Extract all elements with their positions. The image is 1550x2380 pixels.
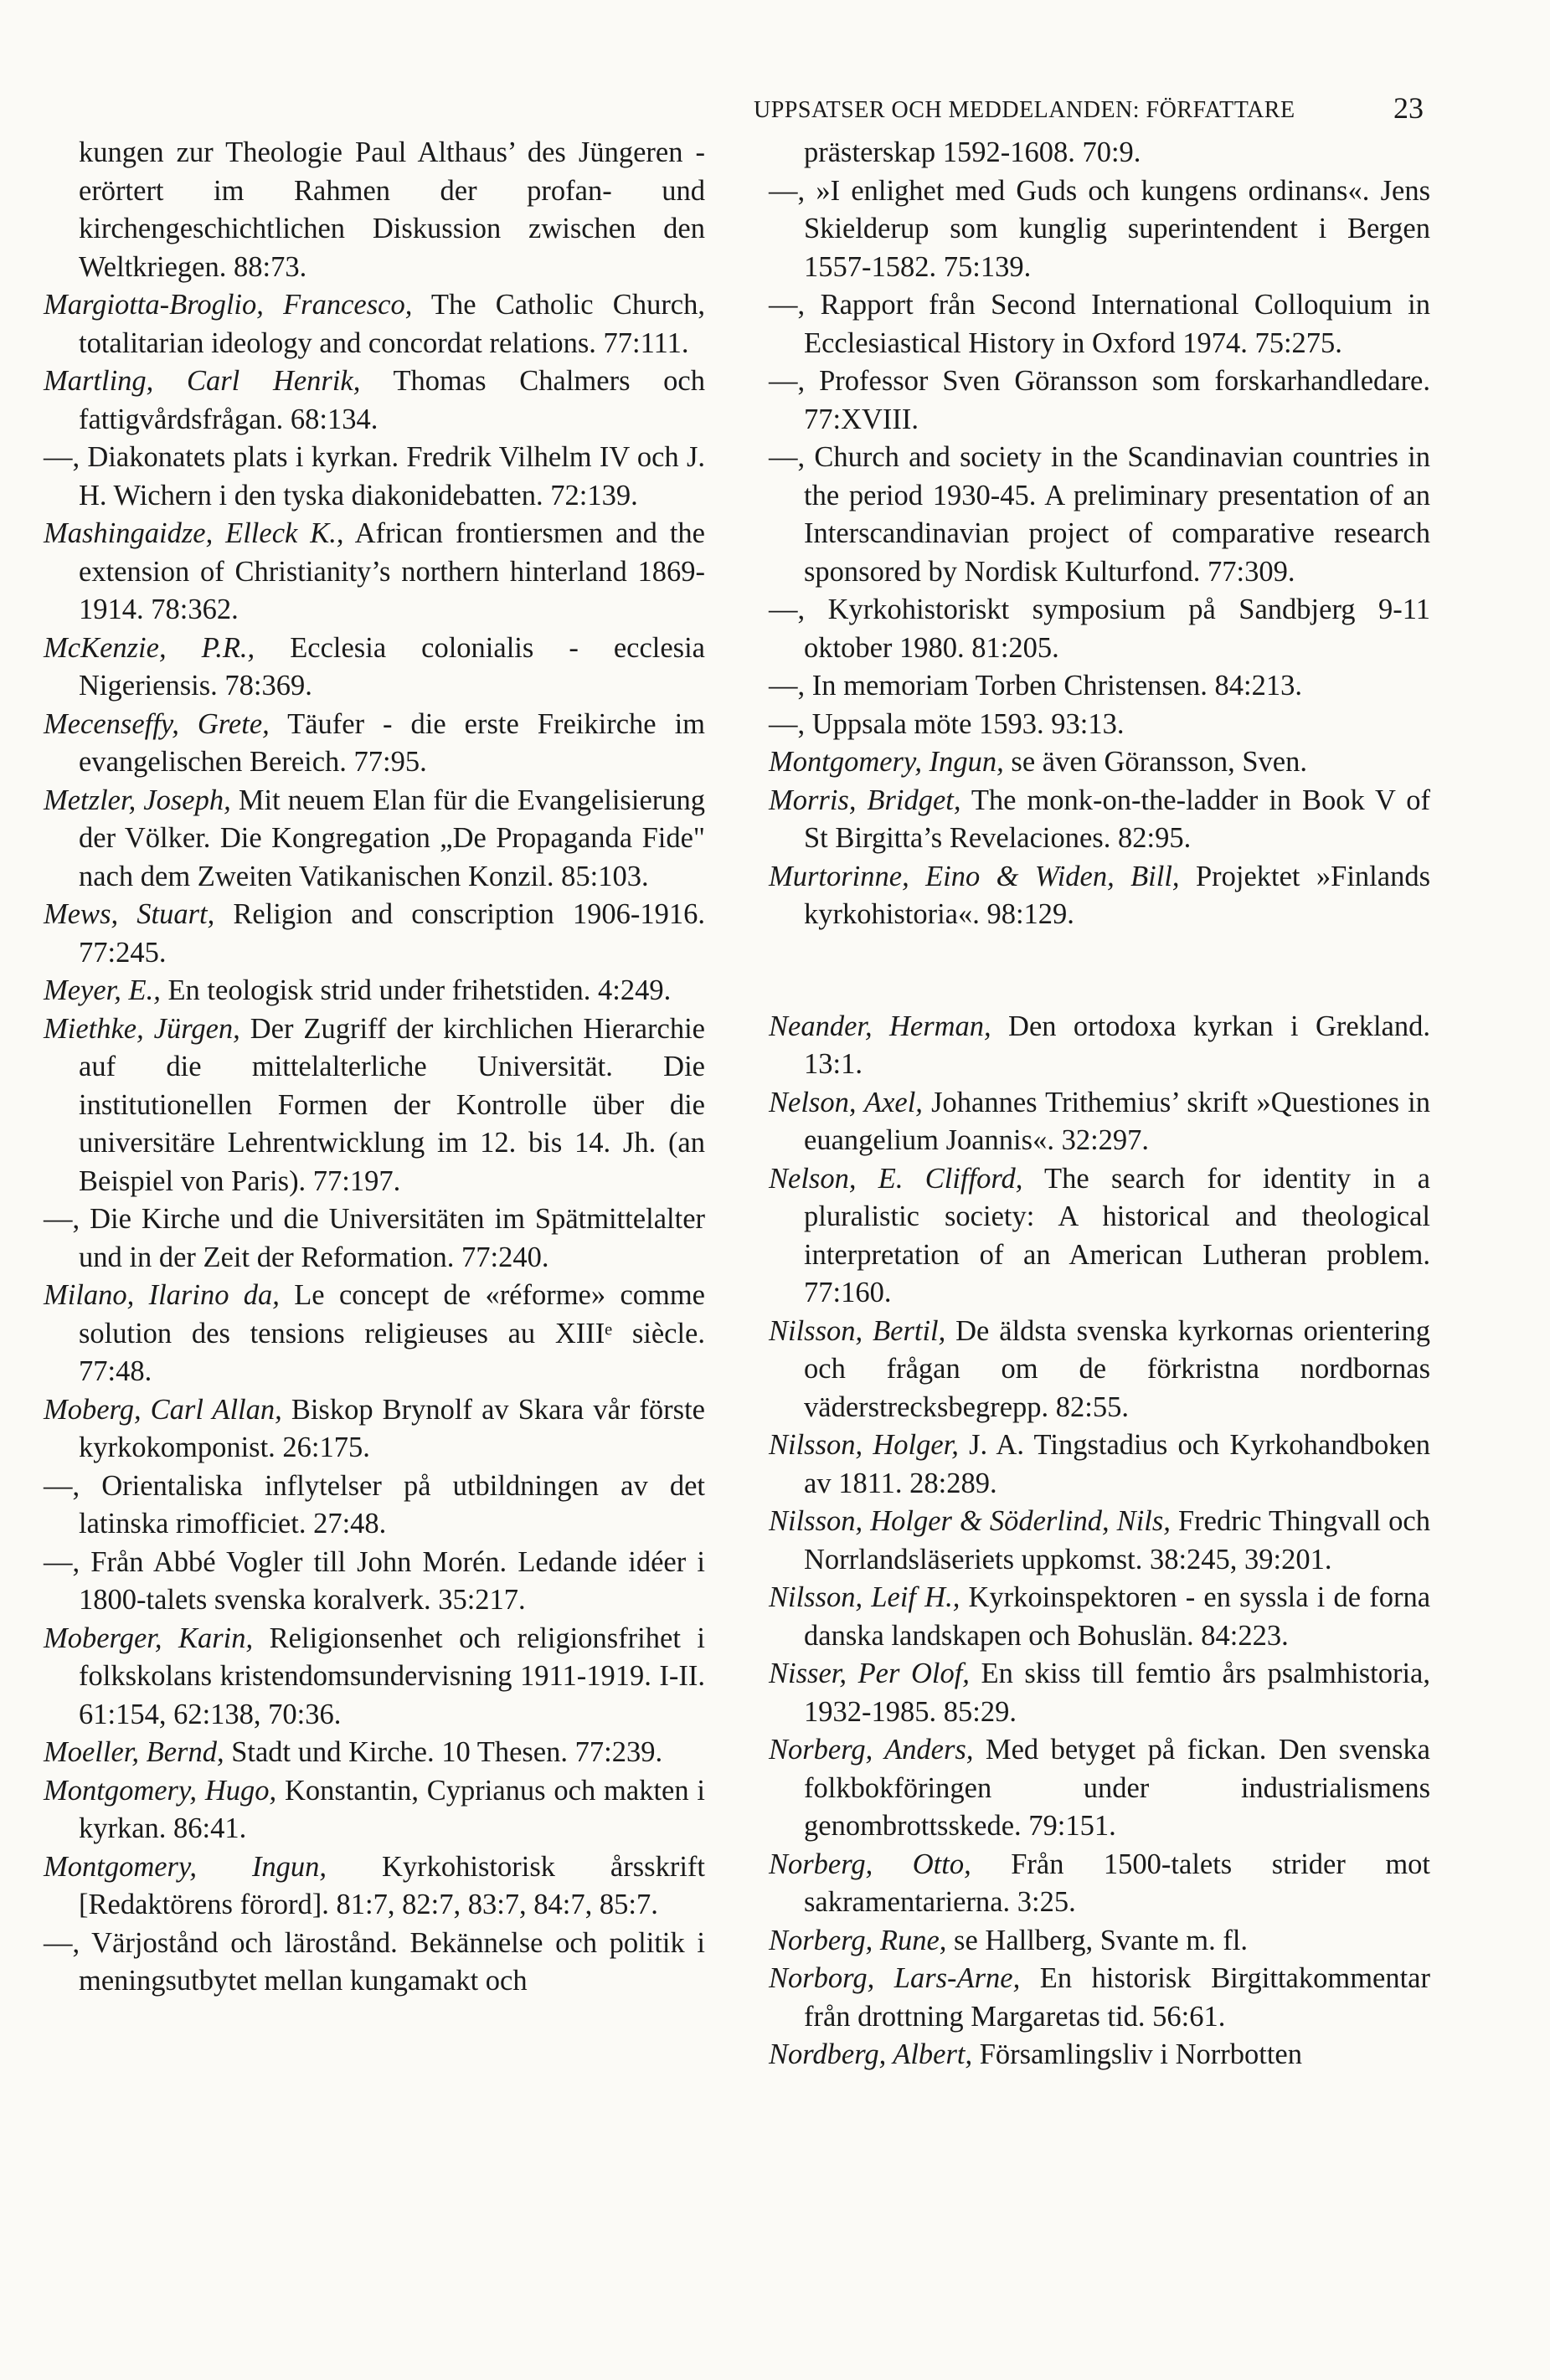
- entry-text: Den ortodoxa kyrkan i Grekland. 13:1.: [804, 1010, 1430, 1080]
- index-entry: [44, 972, 705, 1010]
- entry-author: Mecenseffy, Grete,: [44, 707, 270, 740]
- index-entry: [44, 439, 705, 515]
- index-entry: [44, 1468, 705, 1544]
- letter-group-gap: [769, 934, 1430, 1008]
- entry-author: Norborg, Lars-Arne,: [769, 1962, 1021, 1994]
- entry-author: Nilsson, Leif H.,: [769, 1581, 960, 1613]
- entry-author: Norberg, Otto,: [769, 1848, 971, 1880]
- entry-text: Religionsenhet och religionsfrihet i folkskolans kristendomsundervisning 1911-1919. I-II. 61:154, 62:138, 70:36.: [79, 1622, 706, 1730]
- entry-text: —, Diakonatets plats i kyrkan. Fredrik Vilhelm IV och J. H. Wichern i den tyska diakonidebatten. 72:139.: [44, 441, 705, 511]
- entry-text: Ecclesia colonialis - ecclesia Nigeriensis. 78:369.: [79, 631, 706, 702]
- index-entry: [44, 706, 705, 782]
- entry-author: Murtorinne, Eino & Widen, Bill,: [769, 860, 1180, 892]
- entry-author: Morris, Bridget,: [769, 784, 961, 816]
- entry-author: Nelson, E. Clifford,: [769, 1162, 1023, 1195]
- left-column: [44, 134, 705, 2001]
- entry-text: se även Göransson, Sven.: [1003, 746, 1307, 778]
- entry-author: Moberger, Karin,: [44, 1622, 254, 1654]
- entry-text: —, Uppsala möte 1593. 93:13.: [769, 707, 1125, 740]
- entry-author: Moeller, Bernd,: [44, 1736, 224, 1768]
- entry-text: Kyrkohistorisk årsskrift [Redaktörens förord]. 81:7, 82:7, 83:7, 84:7, 85:7.: [79, 1850, 705, 1920]
- entry-text: The search for identity in a pluralistic society: A historical and theological interpretation of an American Lutheran problem. 77:160.: [804, 1162, 1430, 1308]
- index-entry: [769, 1846, 1430, 1922]
- entry-text: The monk-on-the-ladder in Book V of St Birgitta’s Revelaciones. 82:95.: [804, 784, 1430, 854]
- entry-text: Johannes Trithemius’ skrift »Questiones in euangelium Joannis«. 32:297.: [804, 1086, 1431, 1156]
- index-entry: [44, 1277, 705, 1391]
- entry-text: kungen zur Theologie Paul Althaus’ des Jüngeren - erörtert im Rahmen der profan- und kirchengeschichtlichen Diskussion zwischen den Weltkriegen. 88:73.: [79, 136, 705, 283]
- right-column: [769, 134, 1430, 2074]
- index-entry: [769, 1084, 1430, 1160]
- index-entry: [44, 1010, 705, 1201]
- entry-text: Täufer - die erste Freikirche im evangelischen Bereich. 77:95.: [79, 707, 705, 778]
- index-entry: [769, 439, 1430, 591]
- index-entry: [769, 782, 1430, 858]
- index-entry: [769, 1503, 1430, 1579]
- index-entry: [769, 1313, 1430, 1427]
- running-title: UPPSATSER OCH MEDDELANDEN: FÖRFATTARE: [754, 97, 1295, 123]
- index-entry: [769, 858, 1430, 934]
- index-entry: [769, 1426, 1430, 1503]
- index-entry: [44, 286, 705, 362]
- entry-text: En teologisk strid under frihetstiden. 4:249.: [160, 974, 672, 1006]
- entry-author: Mews, Stuart,: [44, 898, 215, 930]
- index-entry: [44, 630, 705, 706]
- entry-text: Der Zugriff der kirchlichen Hierarchie auf die mittelalterliche Universität. Die institutionellen Formen der Kontrolle über die universitäre Lehrentwicklung im 12. bis 14. Jh. (an Beispiel von Paris). 77:197.: [79, 1012, 705, 1197]
- entry-author: Nilsson, Holger,: [769, 1429, 959, 1461]
- entry-text: —, In memoriam Torben Christensen. 84:213.: [769, 670, 1303, 702]
- entry-text: —, Orientaliska inflytelser på utbildningen av det latinska rimofficiet. 27:48.: [44, 1469, 705, 1540]
- entry-text: Fredric Thingvall och Norrlandsläseriets uppkomst. 38:245, 39:201.: [804, 1505, 1430, 1576]
- entry-author: Nilsson, Holger & Söderlind, Nils,: [769, 1505, 1171, 1537]
- entry-text: Religion and conscription 1906-1916. 77:245.: [79, 898, 705, 969]
- index-entry: [44, 1391, 705, 1468]
- entry-author: Martling, Carl Henrik,: [44, 365, 361, 397]
- index-entry: [769, 743, 1430, 782]
- entry-text: —, Från Abbé Vogler till John Morén. Ledande idéer i 1800-talets svenska koralverk. 35:217.: [44, 1545, 705, 1616]
- entry-text: se Hallberg, Svante m. fl.: [946, 1924, 1249, 1956]
- index-entry: [769, 1579, 1430, 1655]
- entry-author: Mashingaidze, Elleck K.,: [44, 517, 344, 549]
- entry-text: Projektet »Finlands kyrkohistoria«. 98:129.: [804, 860, 1430, 930]
- entry-text: Le concept de «réforme» comme solution des tensions religieuses au XIIIᵉ siècle. 77:48.: [79, 1279, 705, 1387]
- entry-text: Konstantin, Cyprianus och makten i kyrkan. 86:41.: [79, 1774, 705, 1844]
- index-entry: [769, 667, 1430, 706]
- entry-author: Neander, Herman,: [769, 1010, 991, 1042]
- entry-text: Stadt und Kirche. 10 Thesen. 77:239.: [224, 1736, 663, 1768]
- entry-text: En historisk Birgittakommentar från drottning Margaretas tid. 56:61.: [804, 1962, 1430, 2033]
- index-entry: [769, 1655, 1430, 1731]
- entry-text: Kyrkoinspektoren - en syssla i de forna danska landskapen och Bohuslän. 84:223.: [804, 1581, 1431, 1652]
- entry-text: —, Kyrkohistoriskt symposium på Sandbjerg 9-11 oktober 1980. 81:205.: [769, 594, 1430, 664]
- entry-author: Milano, Ilarino da,: [44, 1279, 280, 1311]
- index-entry: [44, 1734, 705, 1772]
- index-entry: [769, 134, 1430, 172]
- entry-author: Nisser, Per Olof,: [769, 1658, 970, 1689]
- index-entry: [769, 1731, 1430, 1846]
- entry-author: Montgomery, Hugo,: [44, 1774, 277, 1807]
- entry-text: Mit neuem Elan für die Evangelisierung der Völker. Die Kongregation „De Propaganda Fide" nach dem Zweiten Vatikanischen Konzil. 85:103.: [79, 784, 705, 892]
- entry-author: Moberg, Carl Allan,: [44, 1393, 282, 1426]
- entry-text: —, Rapport från Second International Colloquium in Ecclesiastical History in Oxford 1974. 75:275.: [769, 289, 1430, 359]
- index-entry: [769, 1008, 1430, 1084]
- entry-author: Margiotta-Broglio, Francesco,: [44, 289, 413, 321]
- entry-author: Nordberg, Albert,: [769, 2038, 973, 2070]
- index-entry: [769, 1922, 1430, 1961]
- entry-text: —, Värjostånd och lärostånd. Bekännelse och politik i meningsutbytet mellan kungamakt och: [44, 1926, 705, 1997]
- index-entry: [44, 1848, 705, 1925]
- index-entry: [44, 782, 705, 897]
- entry-text: Från 1500-talets strider mot sakramentarierna. 3:25.: [804, 1848, 1430, 1918]
- entry-author: Nilsson, Bertil,: [769, 1314, 946, 1347]
- entry-text: The Catholic Church, totalitarian ideology and concordat relations. 77:111.: [79, 289, 705, 359]
- entry-author: Norberg, Anders,: [769, 1734, 974, 1766]
- entry-author: Norberg, Rune,: [769, 1924, 947, 1956]
- entry-text: J. A. Tingstadius och Kyrkohandboken av 1811. 28:289.: [804, 1429, 1431, 1499]
- entry-author: McKenzie, P.R.,: [44, 631, 255, 664]
- entry-text: Med betyget på fickan. Den svenska folkbokföringen under industrialismens genombrottsskede. 79:151.: [804, 1734, 1430, 1842]
- page-number: 23: [1393, 91, 1424, 125]
- entry-text: prästerskap 1592-1608. 70:9.: [804, 136, 1141, 168]
- index-entry: [44, 134, 705, 286]
- index-entry: [44, 362, 705, 439]
- index-entry: [44, 1200, 705, 1277]
- running-header: [754, 90, 1424, 132]
- index-entry: [769, 2036, 1430, 2074]
- entry-author: Meyer, E.,: [44, 974, 161, 1006]
- entry-text: Thomas Chalmers och fattigvårdsfrågan. 68:134.: [79, 365, 705, 435]
- entry-text: Biskop Brynolf av Skara vår förste kyrkokomponist. 26:175.: [79, 1393, 705, 1463]
- entry-text: De äldsta svenska kyrkornas orientering och frågan om de förkristna nordbornas väderstrecksbegrepp. 82:55.: [804, 1314, 1430, 1423]
- index-entry: [769, 362, 1430, 439]
- index-entry: [769, 172, 1430, 287]
- entry-author: Miethke, Jürgen,: [44, 1012, 240, 1045]
- entry-author: Montgomery, Ingun,: [769, 746, 1004, 778]
- index-entry: [44, 515, 705, 630]
- entry-author: Nelson, Axel,: [769, 1086, 923, 1118]
- entry-text: —, Professor Sven Göransson som forskarhandledare. 77:XVIII.: [769, 365, 1430, 435]
- index-entry: [44, 1772, 705, 1848]
- index-entry: [769, 591, 1430, 667]
- entry-author: Metzler, Joseph,: [44, 784, 231, 816]
- entry-text: African frontiersmen and the extension of Christianity’s northern hinterland 1869-1914. 78:362.: [79, 517, 705, 625]
- entry-text: —, »I enlighet med Guds och kungens ordinans«. Jens Skielderup som kunglig superintendent i Bergen 1557-1582. 75:139.: [769, 174, 1430, 283]
- entry-text: En skiss till femtio års psalmhistoria, 1932-1985. 85:29.: [804, 1658, 1430, 1728]
- index-entry: [769, 1960, 1430, 2036]
- entry-text: Församlingsliv i Norrbotten: [972, 2038, 1302, 2070]
- index-entry: [44, 1925, 705, 2001]
- index-entry: [769, 1160, 1430, 1313]
- entry-author: Montgomery, Ingun,: [44, 1850, 327, 1883]
- index-entry: [44, 1544, 705, 1620]
- index-entry: [769, 706, 1430, 744]
- entry-text: —, Die Kirche und die Universitäten im Spätmittelalter und in der Zeit der Reformation. 77:240.: [44, 1203, 705, 1273]
- entry-text: —, Church and society in the Scandinavian countries in the period 1930-45. A preliminary presentation of an Interscandinavian project of comparative research sponsored by Nordisk Kulturfond. 77:309.: [769, 441, 1430, 588]
- index-entry: [44, 1620, 705, 1735]
- index-entry: [769, 286, 1430, 362]
- index-entry: [44, 896, 705, 972]
